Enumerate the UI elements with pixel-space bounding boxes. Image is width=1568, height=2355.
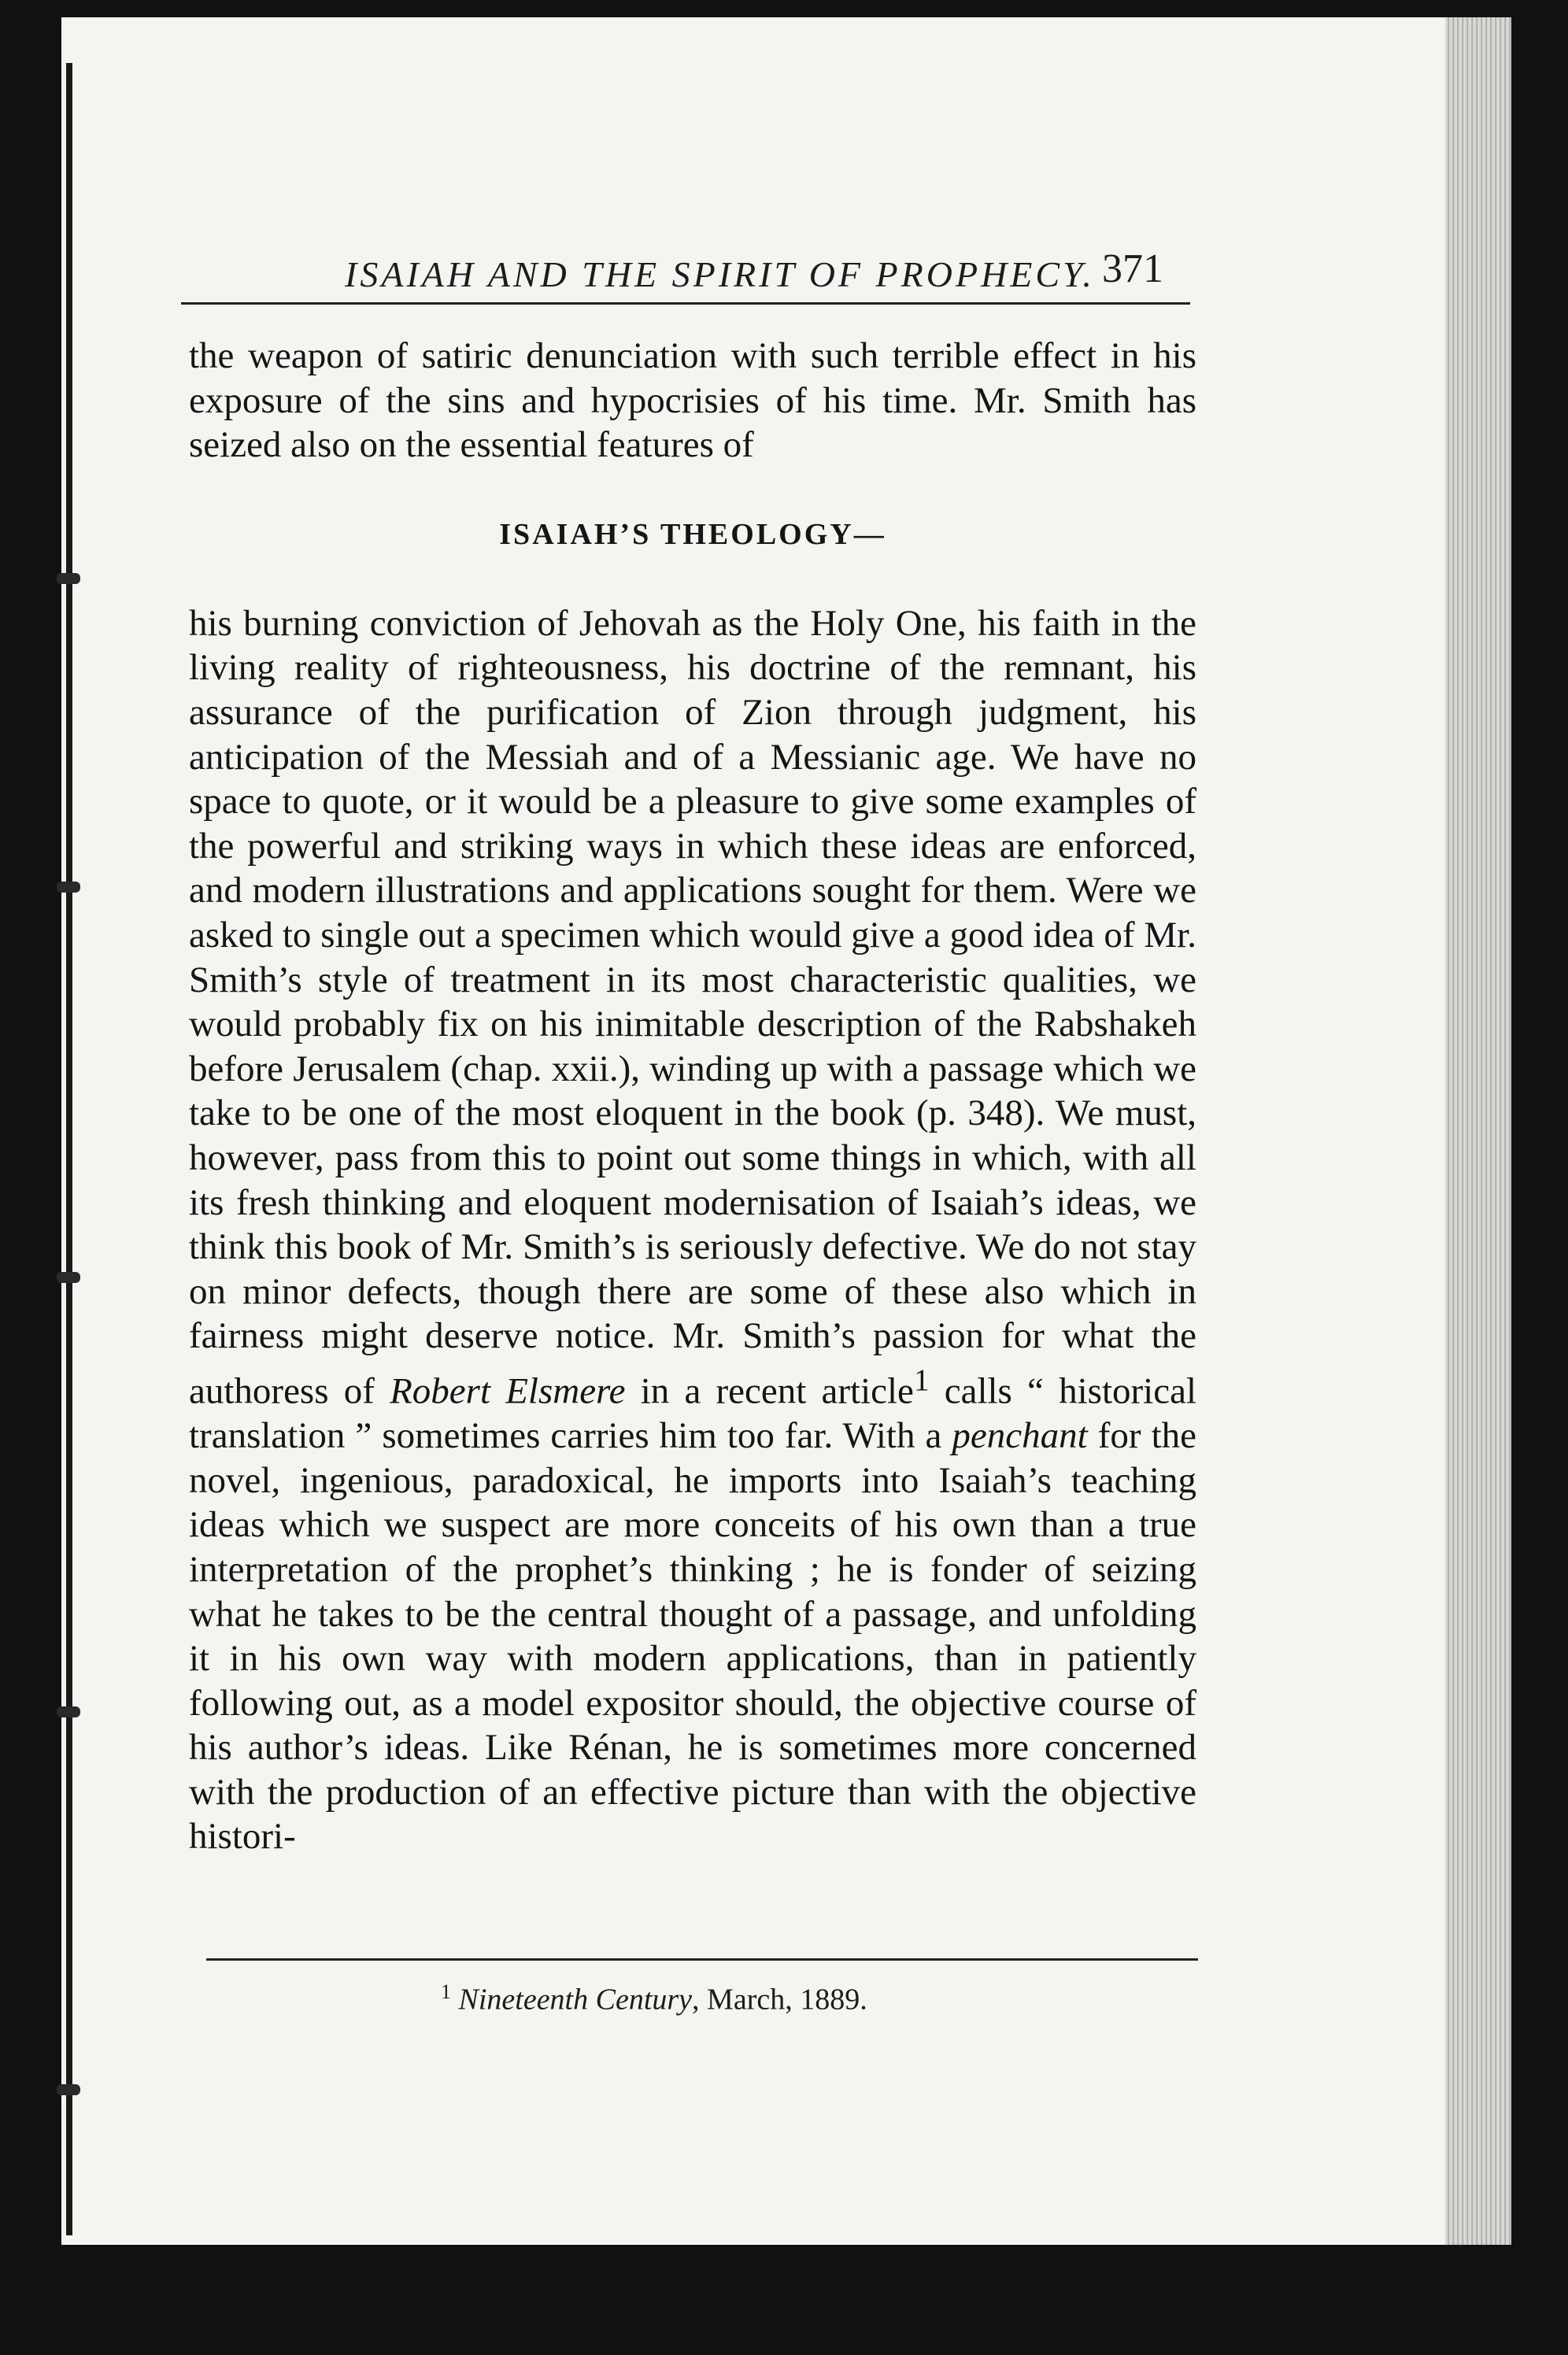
footnote xyxy=(441,1980,867,2017)
paragraph xyxy=(189,601,1196,1859)
italic-term: penchant xyxy=(952,1415,1088,1457)
binding-stitch xyxy=(57,1272,80,1283)
binding-stitch xyxy=(57,882,80,893)
binding-stitch xyxy=(57,573,80,584)
footnote-marker: 1 xyxy=(441,1980,451,2003)
binding-thread xyxy=(66,63,72,2235)
binding-stitch xyxy=(57,2084,80,2095)
text-run: for the novel, ingenious, paradoxical, he imports into Isaiah’s teaching ideas which we suspect are more conceits of his own than a true interpretation of the prophet’s thinking ; he is fonder of seizing what he takes to be the central thought of a passage, and unfolding it in his own way with modern applications, than in patiently following out, as a model expositor should, the objective course of his author’s ideas. Like Rénan, he is sometimes more concerned with the production of an effective picture than with the objective histori- xyxy=(189,1415,1196,1858)
text-run: calls “ historical translation ” sometimes carries him too far. With a xyxy=(189,1370,1197,1457)
header-rule xyxy=(181,302,1190,305)
footnote-source: Nineteenth Century xyxy=(458,1983,693,2017)
footnote-rule xyxy=(206,1958,1198,1961)
binding-stitch xyxy=(57,1706,80,1717)
running-head: ISAIAH AND THE SPIRIT OF PROPHECY. xyxy=(345,254,1095,294)
page-number: 371 xyxy=(1102,246,1163,291)
text-run: in a recent article xyxy=(625,1370,914,1412)
italic-title: Robert Elsmere xyxy=(390,1370,626,1412)
footnote-reference: 1 xyxy=(913,1362,930,1397)
page-edge-stack xyxy=(1445,17,1511,2245)
section-heading: ISAIAH’S THEOLOGY— xyxy=(499,517,886,551)
text-run: his burning conviction of Jehovah as the Holy One, his faith in the living reality of righteousness, his doctrine of the remnant, his assurance of the purification of Zion through judgment, his anticipation of the Messiah and of a Messianic age. We have no space to quote, or it would be a pleasure to give some examples of the powerful and striking ways in which these ideas are enforced, and modern illustrations and applications sought for them. Were we asked to single out a specimen which would give a good idea of Mr. Smith’s style of treatment in its most characteristic qualities, we would probably fix on his inimitable description of the Rabshakeh before Jerusalem (chap. xxii.), winding up with a passage which we take to be one of the most eloquent in the book (p. 348). We must, however, pass from this to point out some things in which, with all its fresh thinking and eloquent modernisation of Isaiah’s ideas, we think this book of Mr. Smith’s is seriously defective. We do not stay on minor defects, though there are some of these also which in fairness might deserve notice. Mr. Smith’s passion for what the authoress of xyxy=(189,602,1196,1412)
page-header xyxy=(181,236,1189,307)
footnote-date: , March, 1889. xyxy=(692,1983,867,2017)
body-text xyxy=(189,334,1196,1859)
paragraph: the weapon of satiric denunciation with such terrible effect in his exposure of the sins and hypocrisies of his time. Mr. Smith has seized also on the essential features of xyxy=(189,335,1196,466)
